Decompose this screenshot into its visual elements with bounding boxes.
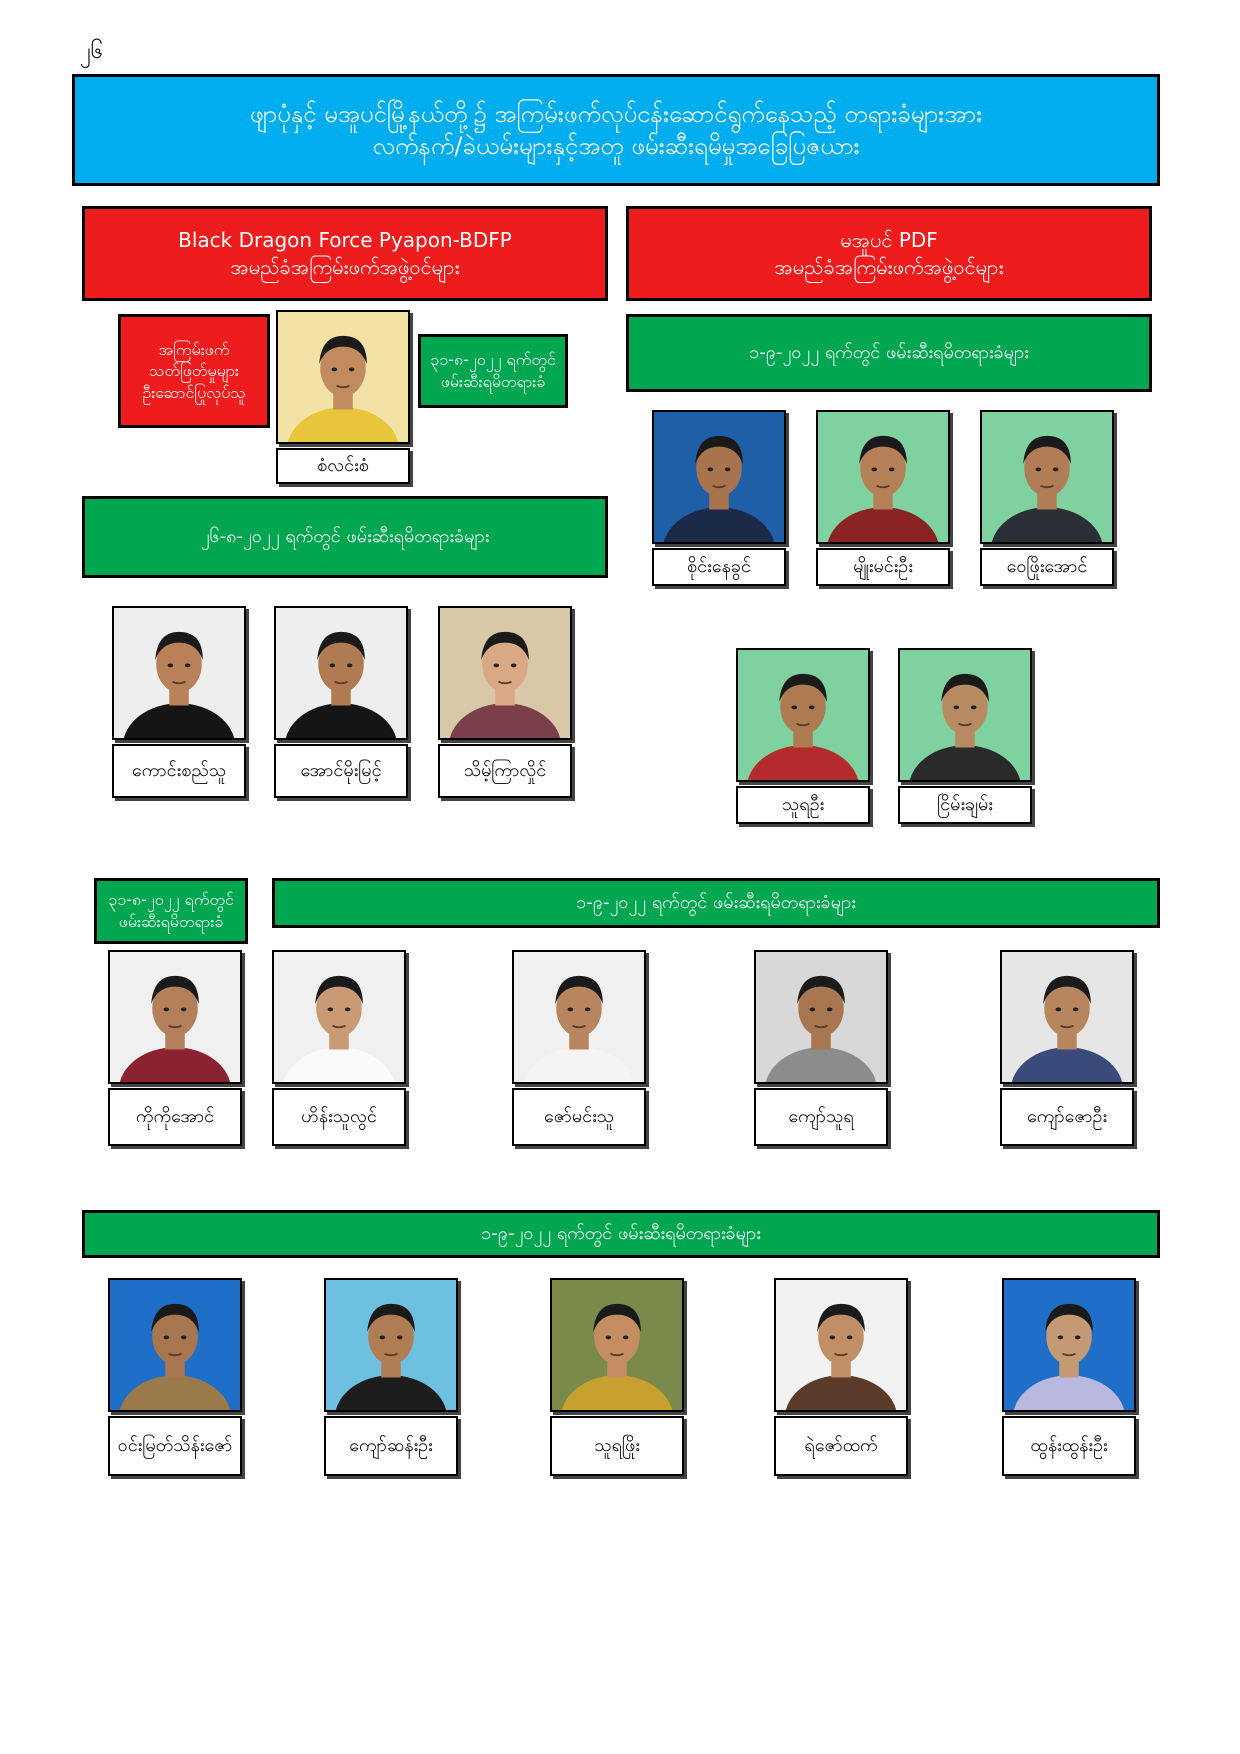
leader-role-box [118, 314, 270, 428]
suspect-photo [816, 410, 950, 544]
pdf-header-line1: မအူပင် PDF [840, 227, 938, 252]
suspect-name-label: ဝင်းမြတ်သိန်းဇော် [108, 1416, 242, 1476]
suspect-photo [1002, 1278, 1136, 1412]
row3-group-header-text: ၁-၉-၂၀၂၂ ရက်တွင် ဖမ်းဆီးရမိတရားခံများ [576, 891, 856, 913]
suspect-name-label: ကိုကိုအောင် [108, 1088, 242, 1146]
row3-arrest-line: ဖမ်းဆီးရမိတရားခံ [118, 912, 224, 931]
suspect-name-label: ကျော်သူရ [754, 1088, 888, 1146]
suspect-name-label: ကောင်းစည်သူ [112, 744, 246, 798]
suspect-photo [1000, 950, 1134, 1084]
main-title-line2: လက်နက်/ခဲယမ်းများနှင့်အတူ ဖမ်းဆီးရမိမှုအခြေပြဇယား [372, 132, 860, 160]
suspect-name-label: ဟိန်းသူလွင် [272, 1088, 406, 1146]
main-title-banner [72, 74, 1160, 186]
leader-role-line: သတ်ဖြတ်မှုများ [149, 361, 239, 381]
leader-name-label: စံလင်းစံ [276, 448, 410, 484]
suspect-name-label: ငြိမ်းချမ်း [898, 786, 1032, 824]
suspect-photo [774, 1278, 908, 1412]
suspect-name-label: သူရဦး [736, 786, 870, 824]
pdf-header [626, 206, 1152, 301]
leader-role-line: အကြမ်းဖက် [158, 339, 230, 359]
leader-arrest-line: ဖမ်းဆီးရမိတရားခံ [440, 372, 546, 391]
suspect-name-label: စိုင်းနေခွင် [652, 548, 786, 586]
suspect-name-label: အောင်မိုးမြင့် [274, 744, 408, 798]
bdfp-group-header [82, 496, 608, 578]
suspect-name-label: မျိုးမင်းဦး [816, 548, 950, 586]
pdf-group-header [626, 314, 1152, 392]
suspect-name-label: ထွန်းထွန်းဦး [1002, 1416, 1136, 1476]
leader-arrest-box [418, 334, 568, 408]
leader-role-line: ဦးဆောင်ပြုလုပ်သူ [142, 382, 246, 402]
leader-arrest-line: ၃၁-၈-၂၀၂၂ ရက်တွင် [430, 350, 556, 370]
page-number: ၂၆ [80, 39, 104, 64]
suspect-photo [108, 1278, 242, 1412]
bdfp-header-line1: Black Dragon Force Pyapon-BDFP [178, 227, 512, 252]
suspect-photo [438, 606, 572, 740]
bdfp-header-line2: အမည်ခံအကြမ်းဖက်အဖွဲ့ဝင်များ [230, 254, 460, 279]
suspect-photo [272, 950, 406, 1084]
leader-photo [276, 310, 410, 444]
row3-arrest-box [94, 878, 248, 944]
suspect-photo [898, 648, 1032, 782]
row4-group-header-text: ၁-၉-၂၀၂၂ ရက်တွင် ဖမ်းဆီးရမိတရားခံများ [481, 1222, 761, 1244]
main-title-line1: ဖျာပုံနှင့် မအူပင်မြို့နယ်တို့၌ အကြမ်းဖက်လုပ်ငန်းဆောင်ရွက်နေသည့် တရားခံများအား [249, 99, 983, 128]
suspect-name-label: ရဲဇော်ထက် [774, 1416, 908, 1476]
row3-arrest-line: ၃၁-၈-၂၀၂၂ ရက်တွင် [108, 890, 234, 910]
suspect-photo [754, 950, 888, 1084]
suspect-name-label: သိမ့်ကြာလှိုင် [438, 744, 572, 798]
pdf-header-line2: အမည်ခံအကြမ်းဖက်အဖွဲ့ဝင်များ [774, 254, 1004, 279]
suspect-photo [550, 1278, 684, 1412]
suspect-photo [980, 410, 1114, 544]
bdfp-group-header-text: ၂၆-၈-၂၀၂၂ ရက်တွင် ဖမ်းဆီးရမိတရားခံများ [200, 525, 490, 547]
suspect-photo [274, 606, 408, 740]
suspect-name-label: ဇော်မင်းသူ [512, 1088, 646, 1146]
suspect-photo [108, 950, 242, 1084]
suspect-photo [512, 950, 646, 1084]
suspect-name-label: ကျော်ဇောဦး [1000, 1088, 1134, 1146]
row3-group-header [272, 878, 1160, 928]
suspect-photo [652, 410, 786, 544]
row4-group-header [82, 1210, 1160, 1258]
pdf-group-header-text: ၁-၉-၂၀၂၂ ရက်တွင် ဖမ်းဆီးရမိတရားခံများ [749, 341, 1029, 363]
bdfp-header [82, 206, 608, 301]
suspect-photo [736, 648, 870, 782]
suspect-name-label: ဝေဖြိုးအောင် [980, 548, 1114, 586]
suspect-photo [112, 606, 246, 740]
suspect-photo [324, 1278, 458, 1412]
suspect-name-label: ကျော်ဆန်းဦး [324, 1416, 458, 1476]
suspect-name-label: သူရဖြိုး [550, 1416, 684, 1476]
